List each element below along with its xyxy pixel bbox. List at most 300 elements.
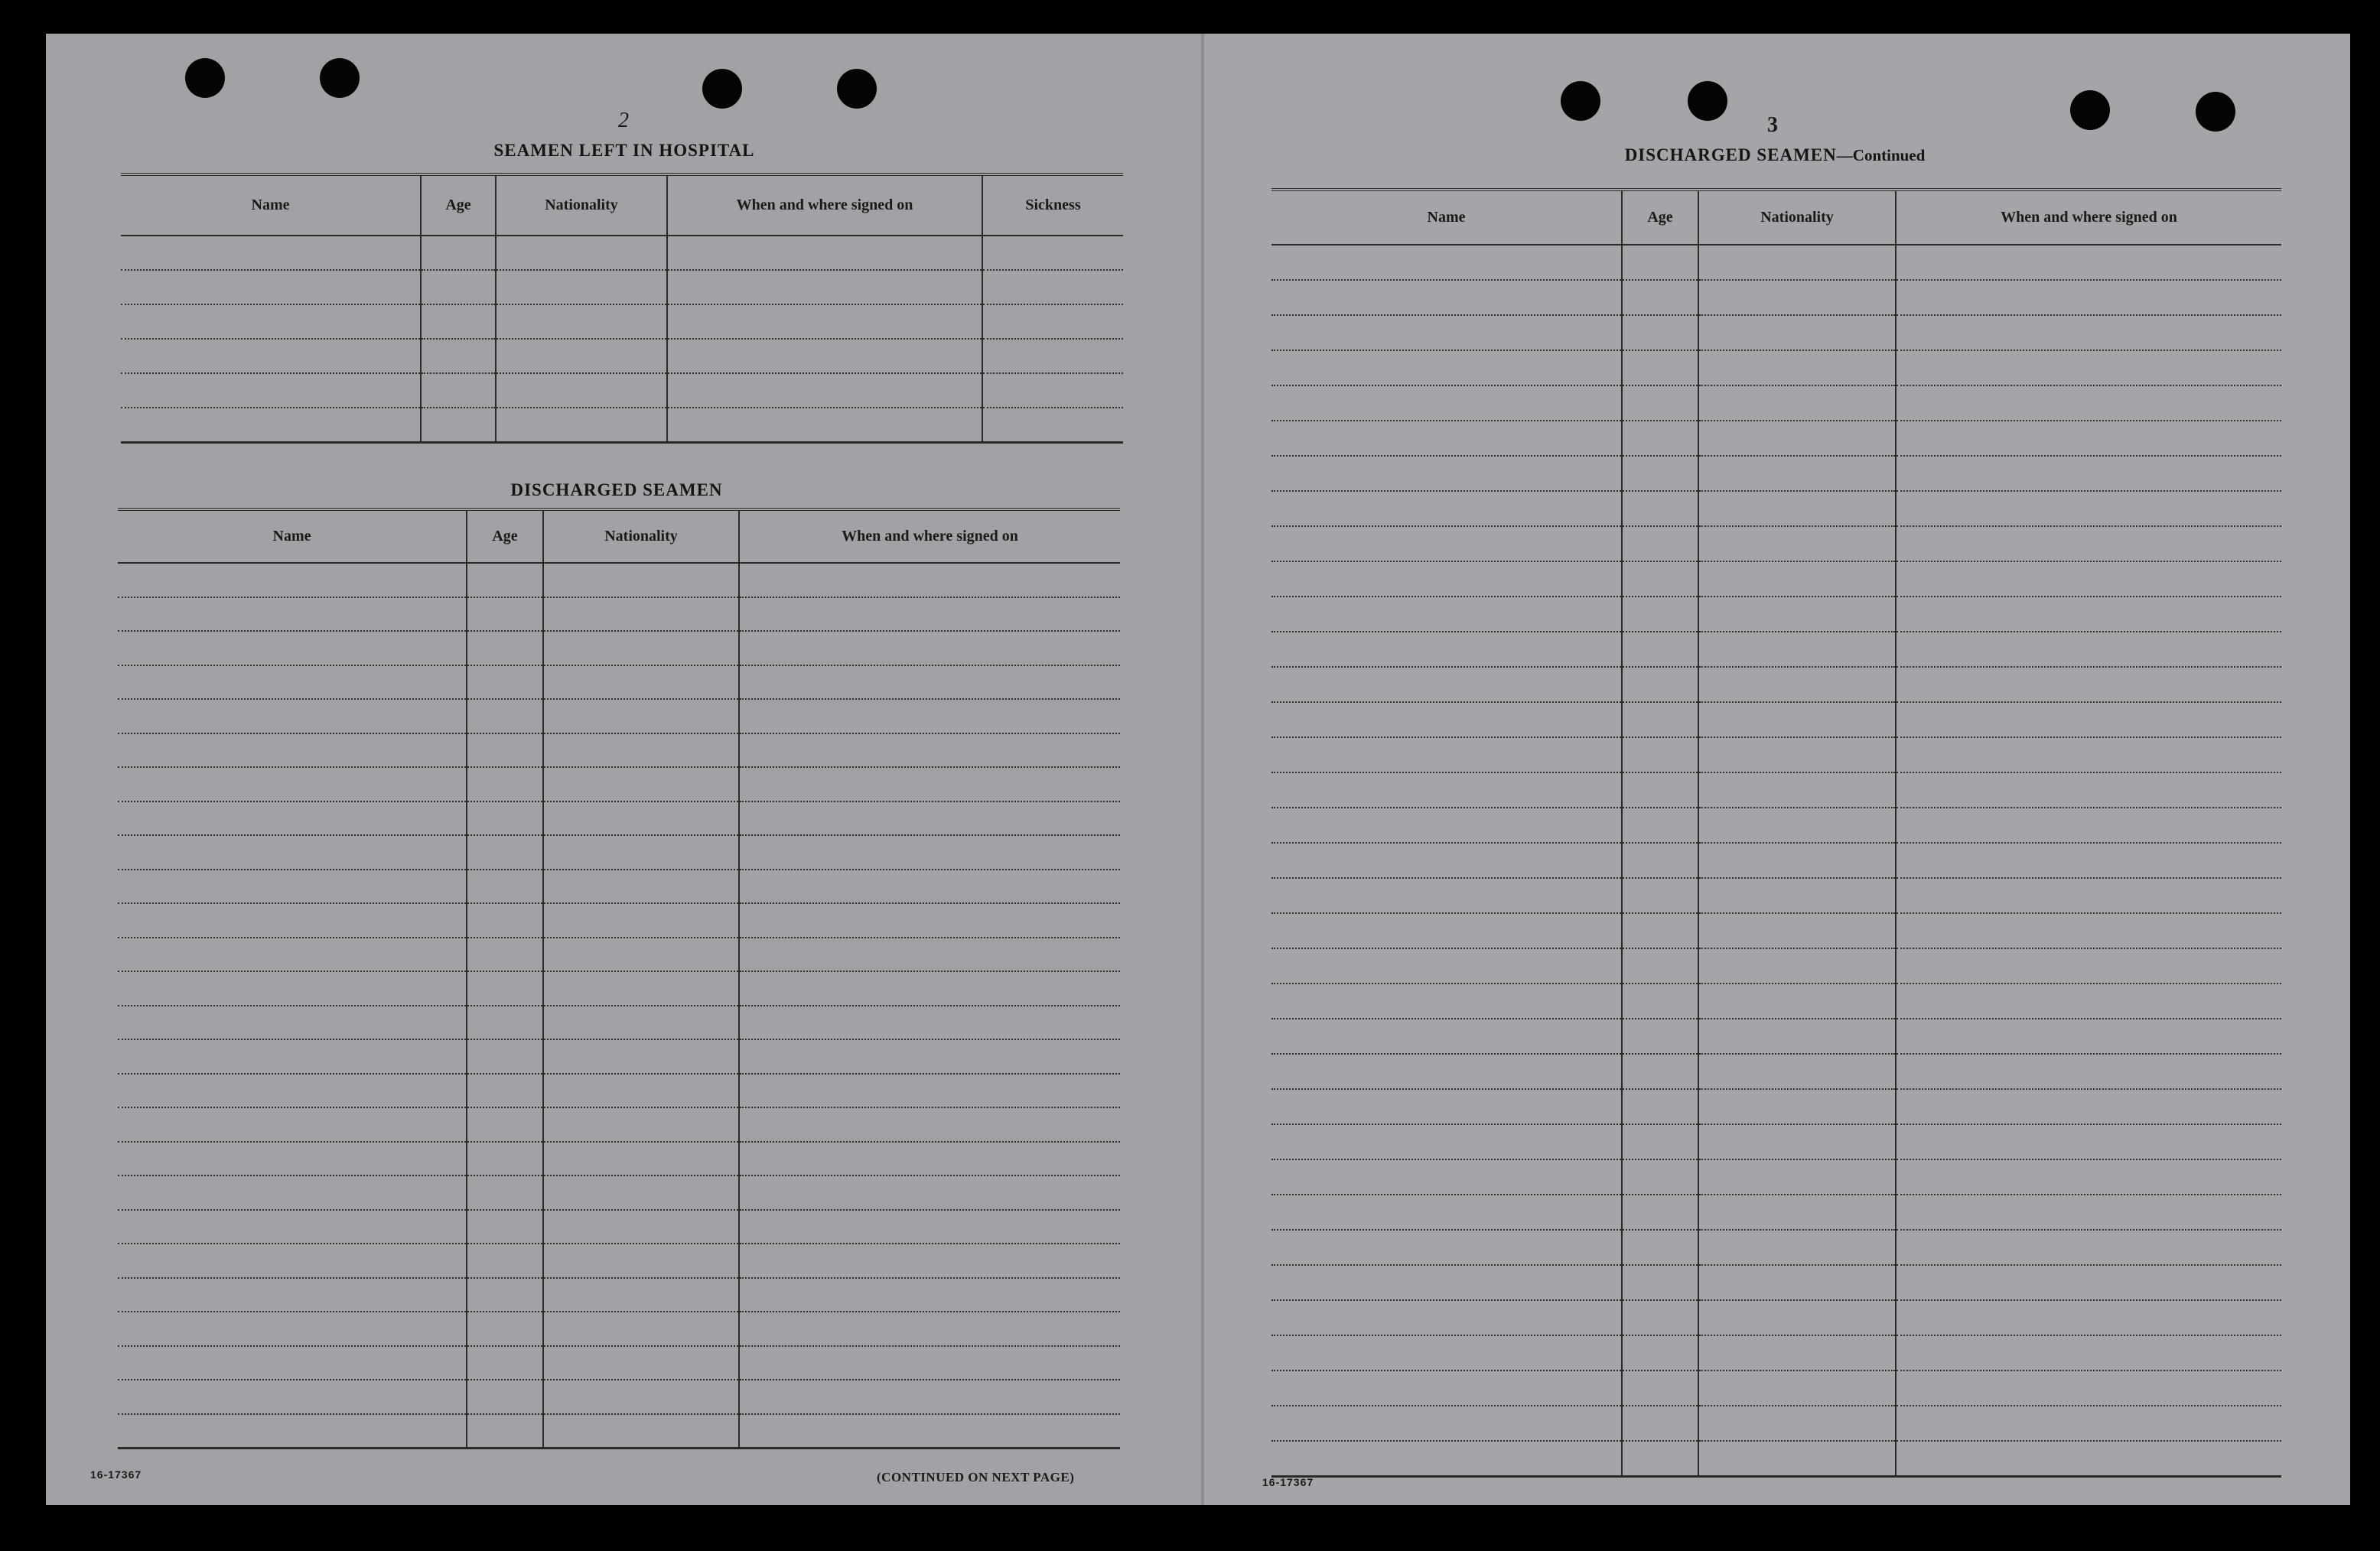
empty-cell: [1896, 421, 2281, 456]
empty-cell: [1622, 315, 1698, 350]
table-row: [118, 1278, 1120, 1312]
empty-cell: [739, 1210, 1120, 1244]
empty-cell: [121, 304, 421, 339]
empty-cell: [1896, 526, 2281, 561]
table-row: [121, 373, 1123, 408]
empty-cell: [1622, 737, 1698, 772]
col-header-name: Name: [118, 509, 467, 563]
discharged-continued-title: [1625, 145, 1926, 165]
empty-cell: [1698, 245, 1896, 280]
empty-cell: [121, 408, 421, 443]
table-row: [1271, 385, 2281, 421]
empty-cell: [1271, 1265, 1622, 1300]
table-row: [1271, 843, 2281, 878]
empty-cell: [739, 767, 1120, 802]
empty-cell: [1271, 1019, 1622, 1054]
empty-cell: [1698, 421, 1896, 456]
empty-cell: [467, 1346, 543, 1380]
empty-cell: [467, 903, 543, 938]
empty-cell: [118, 870, 467, 904]
empty-cell: [1622, 1195, 1698, 1230]
empty-cell: [543, 1346, 739, 1380]
table-row: [1271, 1124, 2281, 1159]
table-row: [1271, 1335, 2281, 1371]
table-row: [118, 1414, 1120, 1449]
empty-cell: [1271, 456, 1622, 491]
table-row: [1271, 1265, 2281, 1300]
empty-cell: [1622, 1441, 1698, 1477]
table-row: [1271, 702, 2281, 737]
empty-cell: [118, 835, 467, 870]
empty-cell: [1271, 702, 1622, 737]
empty-cell: [1698, 948, 1896, 984]
table-row: [1271, 1230, 2281, 1265]
empty-cell: [543, 903, 739, 938]
table-row: [118, 597, 1120, 632]
empty-cell: [1271, 245, 1622, 280]
empty-cell: [543, 631, 739, 665]
table-row: [118, 1380, 1120, 1414]
table-row: [118, 938, 1120, 972]
empty-cell: [1896, 843, 2281, 878]
empty-cell: [1698, 597, 1896, 632]
empty-cell: [543, 1175, 739, 1210]
empty-cell: [1896, 1124, 2281, 1159]
empty-cell: [1896, 1019, 2281, 1054]
empty-cell: [1271, 667, 1622, 702]
empty-cell: [739, 1346, 1120, 1380]
table-row: [1271, 1054, 2281, 1089]
empty-cell: [1698, 808, 1896, 843]
table-row: [1271, 597, 2281, 632]
empty-cell: [118, 1414, 467, 1449]
empty-cell: [543, 802, 739, 836]
empty-cell: [1698, 1230, 1896, 1265]
empty-cell: [667, 408, 982, 443]
empty-cell: [1271, 526, 1622, 561]
table-row: [1271, 1089, 2281, 1124]
table-row: [1271, 667, 2281, 702]
table-row: [118, 563, 1120, 597]
empty-cell: [1622, 350, 1698, 385]
empty-cell: [1896, 456, 2281, 491]
table-row: [118, 835, 1120, 870]
empty-cell: [1622, 456, 1698, 491]
punch-hole-icon: [2070, 90, 2110, 130]
table-row: [118, 767, 1120, 802]
table-row: [1271, 808, 2281, 843]
empty-cell: [1698, 772, 1896, 808]
punch-hole-icon: [320, 58, 360, 98]
table-row: [118, 1312, 1120, 1346]
empty-cell: [543, 870, 739, 904]
empty-cell: [1896, 1335, 2281, 1371]
empty-cell: [1622, 808, 1698, 843]
discharged-continued-title-text: DISCHARGED SEAMEN: [1624, 145, 1837, 164]
empty-cell: [739, 1074, 1120, 1108]
empty-cell: [467, 1006, 543, 1040]
empty-cell: [982, 304, 1123, 339]
table-row: [118, 903, 1120, 938]
empty-cell: [739, 1142, 1120, 1176]
table-row: [118, 699, 1120, 733]
empty-cell: [1622, 913, 1698, 948]
empty-cell: [1622, 632, 1698, 667]
empty-cell: [543, 1210, 739, 1244]
empty-cell: [467, 938, 543, 972]
table-row: [1271, 280, 2281, 315]
col-header-name: Name: [121, 174, 421, 236]
punch-hole-icon: [1688, 81, 1727, 121]
empty-cell: [118, 699, 467, 733]
empty-cell: [1698, 913, 1896, 948]
empty-cell: [982, 339, 1123, 373]
empty-cell: [1896, 597, 2281, 632]
table-row: [1271, 526, 2281, 561]
empty-cell: [739, 631, 1120, 665]
empty-cell: [1698, 702, 1896, 737]
empty-cell: [1698, 385, 1896, 421]
empty-cell: [467, 1312, 543, 1346]
table-row: [1271, 878, 2281, 913]
empty-cell: [667, 339, 982, 373]
discharged-table: [118, 508, 1120, 1449]
empty-cell: [1698, 1371, 1896, 1406]
punch-hole-icon: [1561, 81, 1600, 121]
empty-cell: [1271, 1371, 1622, 1406]
empty-cell: [1698, 280, 1896, 315]
hospital-section-title: SEAMEN LEFT IN HOSPITAL: [493, 141, 755, 160]
table-row: [1271, 1441, 2281, 1477]
empty-cell: [118, 1244, 467, 1278]
empty-cell: [118, 1380, 467, 1414]
table-row: [121, 408, 1123, 443]
empty-cell: [118, 1312, 467, 1346]
empty-cell: [421, 304, 496, 339]
empty-cell: [1622, 1124, 1698, 1159]
empty-cell: [982, 373, 1123, 408]
empty-cell: [118, 802, 467, 836]
empty-cell: [1622, 1230, 1698, 1265]
empty-cell: [118, 631, 467, 665]
empty-cell: [1896, 1089, 2281, 1124]
empty-cell: [982, 270, 1123, 304]
empty-cell: [118, 1346, 467, 1380]
empty-cell: [1622, 526, 1698, 561]
empty-cell: [739, 971, 1120, 1006]
page-number: 2: [618, 109, 629, 132]
empty-cell: [1271, 421, 1622, 456]
empty-cell: [1622, 1265, 1698, 1300]
empty-cell: [543, 1074, 739, 1108]
empty-cell: [118, 1006, 467, 1040]
empty-cell: [467, 1414, 543, 1449]
empty-cell: [1896, 1300, 2281, 1335]
empty-cell: [467, 1107, 543, 1142]
empty-cell: [118, 1278, 467, 1312]
empty-cell: [1622, 1371, 1698, 1406]
empty-cell: [467, 665, 543, 700]
empty-cell: [1896, 1441, 2281, 1477]
empty-cell: [1271, 737, 1622, 772]
empty-cell: [1271, 1335, 1622, 1371]
empty-cell: [1896, 561, 2281, 597]
table-row: [1271, 491, 2281, 526]
table-row: [1271, 1019, 2281, 1054]
empty-cell: [1622, 561, 1698, 597]
empty-cell: [1622, 1089, 1698, 1124]
table-row: [1271, 456, 2281, 491]
empty-cell: [667, 304, 982, 339]
empty-cell: [1271, 280, 1622, 315]
table-row: [118, 1107, 1120, 1142]
empty-cell: [1896, 667, 2281, 702]
empty-cell: [1896, 913, 2281, 948]
empty-cell: [467, 631, 543, 665]
table-row: [121, 236, 1123, 270]
form-number: 16-17367: [1262, 1476, 1314, 1488]
empty-cell: [1271, 561, 1622, 597]
empty-cell: [467, 563, 543, 597]
table-row: [118, 1006, 1120, 1040]
empty-cell: [467, 699, 543, 733]
col-header-nationality: Nationality: [543, 509, 739, 563]
table-row: [118, 1175, 1120, 1210]
empty-cell: [421, 236, 496, 270]
empty-cell: [1698, 1441, 1896, 1477]
empty-cell: [739, 733, 1120, 768]
form-number: 16-17367: [90, 1468, 142, 1481]
empty-cell: [1896, 1406, 2281, 1441]
table-row: [1271, 1406, 2281, 1441]
empty-cell: [1698, 491, 1896, 526]
table-row: [118, 1039, 1120, 1074]
table-row: [1271, 948, 2281, 984]
empty-cell: [1271, 315, 1622, 350]
col-header-signed-on: When and where signed on: [667, 174, 982, 236]
empty-cell: [543, 1107, 739, 1142]
empty-cell: [496, 373, 667, 408]
empty-cell: [543, 938, 739, 972]
empty-cell: [467, 733, 543, 768]
empty-cell: [118, 1175, 467, 1210]
table-row: [118, 733, 1120, 768]
empty-cell: [1271, 1230, 1622, 1265]
empty-cell: [1896, 385, 2281, 421]
empty-cell: [1271, 350, 1622, 385]
empty-cell: [421, 270, 496, 304]
empty-cell: [1622, 245, 1698, 280]
empty-cell: [1622, 1019, 1698, 1054]
empty-cell: [118, 665, 467, 700]
table-row: [121, 304, 1123, 339]
empty-cell: [1622, 280, 1698, 315]
empty-cell: [1896, 702, 2281, 737]
punch-hole-icon: [702, 69, 742, 109]
empty-cell: [1896, 878, 2281, 913]
empty-cell: [118, 767, 467, 802]
empty-cell: [1271, 632, 1622, 667]
empty-cell: [739, 1175, 1120, 1210]
empty-cell: [1622, 667, 1698, 702]
empty-cell: [1698, 737, 1896, 772]
table-row: [118, 1142, 1120, 1176]
empty-cell: [543, 971, 739, 1006]
empty-cell: [1896, 491, 2281, 526]
empty-cell: [543, 1414, 739, 1449]
empty-cell: [667, 236, 982, 270]
empty-cell: [1698, 1265, 1896, 1300]
empty-cell: [1622, 878, 1698, 913]
empty-cell: [1622, 385, 1698, 421]
empty-cell: [1698, 526, 1896, 561]
hospital-table: [121, 173, 1123, 444]
table-row: [1271, 737, 2281, 772]
empty-cell: [1896, 632, 2281, 667]
table-row: [118, 665, 1120, 700]
empty-cell: [1622, 421, 1698, 456]
empty-cell: [1896, 315, 2281, 350]
empty-cell: [118, 563, 467, 597]
empty-cell: [1896, 1054, 2281, 1089]
empty-cell: [467, 870, 543, 904]
empty-cell: [739, 835, 1120, 870]
empty-cell: [1896, 808, 2281, 843]
table-row: [121, 270, 1123, 304]
empty-cell: [739, 1380, 1120, 1414]
empty-cell: [1271, 843, 1622, 878]
empty-cell: [1698, 1406, 1896, 1441]
empty-cell: [543, 1312, 739, 1346]
empty-cell: [543, 767, 739, 802]
empty-cell: [1622, 1406, 1698, 1441]
empty-cell: [1271, 491, 1622, 526]
table-row: [118, 631, 1120, 665]
empty-cell: [1271, 1406, 1622, 1441]
punch-hole-icon: [837, 69, 877, 109]
table-row: [1271, 913, 2281, 948]
empty-cell: [421, 408, 496, 443]
empty-cell: [543, 1278, 739, 1312]
empty-cell: [118, 733, 467, 768]
empty-cell: [667, 373, 982, 408]
empty-cell: [121, 236, 421, 270]
col-header-signed-on: When and where signed on: [1896, 190, 2281, 245]
empty-cell: [543, 665, 739, 700]
empty-cell: [467, 1278, 543, 1312]
punch-hole-icon: [185, 58, 225, 98]
empty-cell: [1271, 984, 1622, 1019]
col-header-age: Age: [421, 174, 496, 236]
empty-cell: [1622, 597, 1698, 632]
empty-cell: [467, 802, 543, 836]
empty-cell: [118, 1107, 467, 1142]
empty-cell: [467, 835, 543, 870]
empty-cell: [496, 270, 667, 304]
empty-cell: [118, 597, 467, 632]
empty-cell: [467, 1175, 543, 1210]
empty-cell: [467, 1244, 543, 1278]
table-row: [118, 1210, 1120, 1244]
empty-cell: [1271, 878, 1622, 913]
table-row: [1271, 984, 2281, 1019]
table-row: [118, 1074, 1120, 1108]
table-row: [1271, 1371, 2281, 1406]
empty-cell: [467, 1039, 543, 1074]
empty-cell: [1896, 1195, 2281, 1230]
page-number: 3: [1767, 113, 1778, 137]
empty-cell: [1698, 632, 1896, 667]
empty-cell: [543, 1380, 739, 1414]
table-row: [118, 1244, 1120, 1278]
table-row: [118, 971, 1120, 1006]
empty-cell: [467, 767, 543, 802]
empty-cell: [496, 408, 667, 443]
empty-cell: [1896, 280, 2281, 315]
col-header-name: Name: [1271, 190, 1622, 245]
empty-cell: [467, 1210, 543, 1244]
page-fold: [1201, 34, 1204, 1505]
empty-cell: [739, 1414, 1120, 1449]
table-row: [1271, 350, 2281, 385]
empty-cell: [121, 270, 421, 304]
punch-hole-icon: [2196, 92, 2235, 132]
col-header-signed-on: When and where signed on: [739, 509, 1120, 563]
empty-cell: [1896, 772, 2281, 808]
table-row: [1271, 632, 2281, 667]
col-header-sickness: Sickness: [982, 174, 1123, 236]
col-header-age: Age: [467, 509, 543, 563]
table-row: [1271, 772, 2281, 808]
empty-cell: [739, 938, 1120, 972]
empty-cell: [1698, 1300, 1896, 1335]
empty-cell: [1622, 948, 1698, 984]
empty-cell: [1698, 1089, 1896, 1124]
empty-cell: [421, 339, 496, 373]
empty-cell: [1698, 1159, 1896, 1195]
empty-cell: [739, 1006, 1120, 1040]
empty-cell: [1271, 808, 1622, 843]
empty-cell: [1622, 1335, 1698, 1371]
empty-cell: [739, 563, 1120, 597]
empty-cell: [739, 1312, 1120, 1346]
empty-cell: [1698, 1054, 1896, 1089]
empty-cell: [467, 597, 543, 632]
empty-cell: [739, 1278, 1120, 1312]
empty-cell: [1622, 843, 1698, 878]
empty-cell: [982, 236, 1123, 270]
empty-cell: [1271, 1195, 1622, 1230]
empty-cell: [1896, 737, 2281, 772]
empty-cell: [118, 903, 467, 938]
empty-cell: [467, 1380, 543, 1414]
empty-cell: [739, 802, 1120, 836]
empty-cell: [118, 1210, 467, 1244]
empty-cell: [543, 1006, 739, 1040]
empty-cell: [739, 870, 1120, 904]
empty-cell: [1271, 1054, 1622, 1089]
empty-cell: [543, 835, 739, 870]
empty-cell: [496, 236, 667, 270]
empty-cell: [1271, 385, 1622, 421]
table-row: [1271, 245, 2281, 280]
table-row: [118, 1346, 1120, 1380]
empty-cell: [1698, 843, 1896, 878]
table-row: [121, 339, 1123, 373]
empty-cell: [739, 1039, 1120, 1074]
empty-cell: [739, 1244, 1120, 1278]
empty-cell: [543, 699, 739, 733]
